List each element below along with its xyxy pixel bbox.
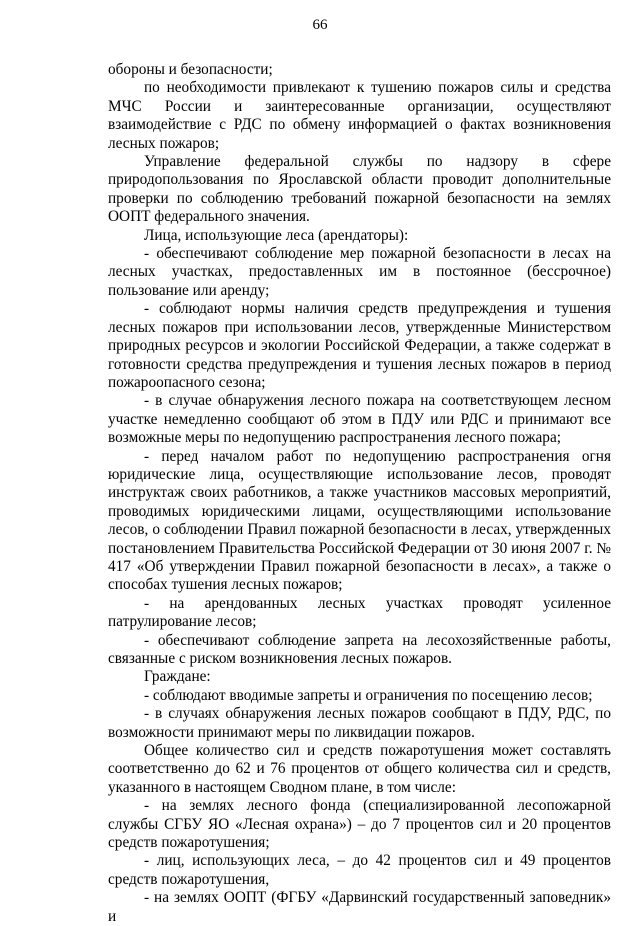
paragraph: Управление федеральной службы по надзору в сфере природопользования по Ярославской области проводит дополнительные проверки по соблюдению требований пожарной безопасности на землях ООПТ федерального значения. <box>108 153 611 226</box>
paragraph: по необходимости привлекают к тушению пожаров силы и средства МЧС России и заинтересованные организации, осуществляют взаимодействие с РДС по обмену информацией о фактах возникновения лесных пожаров; <box>108 79 611 152</box>
page-number: 66 <box>312 17 328 33</box>
paragraph: - в случае обнаружения лесного пожара на соответствующем лесном участке немедленно сообщают об этом в ПДУ или РДС и принимают все возможные меры по недопущению распространения лесного пожара; <box>108 392 611 447</box>
paragraph: - соблюдают нормы наличия средств предупреждения и тушения лесных пожаров при использовании лесов, утвержденные Министерством природных ресурсов и экологии Российской Федерации, а также содержат в готовности средства предупреждения и тушения лесных пожаров в период пожароопасного сезона; <box>108 300 611 391</box>
paragraph: - соблюдают вводимые запреты и ограничения по посещению лесов; <box>144 686 593 704</box>
paragraph: Лица, использующие леса (арендаторы): <box>144 226 409 244</box>
paragraph: - на землях ООПТ (ФГБУ «Дарвинский государственный заповедник» и <box>108 889 611 925</box>
paragraph: - на арендованных лесных участках проводят усиленное патрулирование лесов; <box>108 594 611 631</box>
paragraph: - лиц, использующих леса, – до 42 процентов сил и 49 процентов средств пожаротушения, <box>108 852 611 888</box>
paragraph: - обеспечивают соблюдение мер пожарной безопасности в лесах на лесных участках, предоставленных им в постоянное (бессрочное) пользование или аренду; <box>108 245 611 299</box>
paragraph: обороны и безопасности; <box>108 61 273 78</box>
paragraph: Граждане: <box>144 668 211 686</box>
paragraph: Общее количество сил и средств пожаротушения может составлять соответственно до 62 и 76 процентов от общего количества сил и средств, указанного в настоящем Сводном плане, в том числе: <box>108 742 611 796</box>
paragraph: - в случаях обнаружения лесных пожаров сообщают в ПДУ, РДС, по возможности принимают меры по ликвидации пожаров. <box>108 705 611 741</box>
document-body <box>108 61 611 926</box>
paragraph: - обеспечивают соблюдение запрета на лесохозяйственные работы, связанные с риском возникновения лесных пожаров. <box>108 631 611 667</box>
paragraph: - перед началом работ по недопущению распространения огня юридические лица, осуществляющие использование лесов, проводят инструктаж своих работников, а также участников массовых мероприятий, проводимых юридическими лицами, осуществляющими использование лесов, о соблюдении Правил пожарной безопасности в лесах, утвержденных постановлением Правительства Российской Федерации от 30 июня 2007 г. № 417 «Об утверждении Правил пожарной безопасности в лесах», а также о способах тушения лесных пожаров; <box>108 447 611 594</box>
paragraph: - на землях лесного фонда (специализированной лесопожарной службы СГБУ ЯО «Лесная охрана») – до 7 процентов сил и 20 процентов средств пожаротушения; <box>108 797 611 852</box>
